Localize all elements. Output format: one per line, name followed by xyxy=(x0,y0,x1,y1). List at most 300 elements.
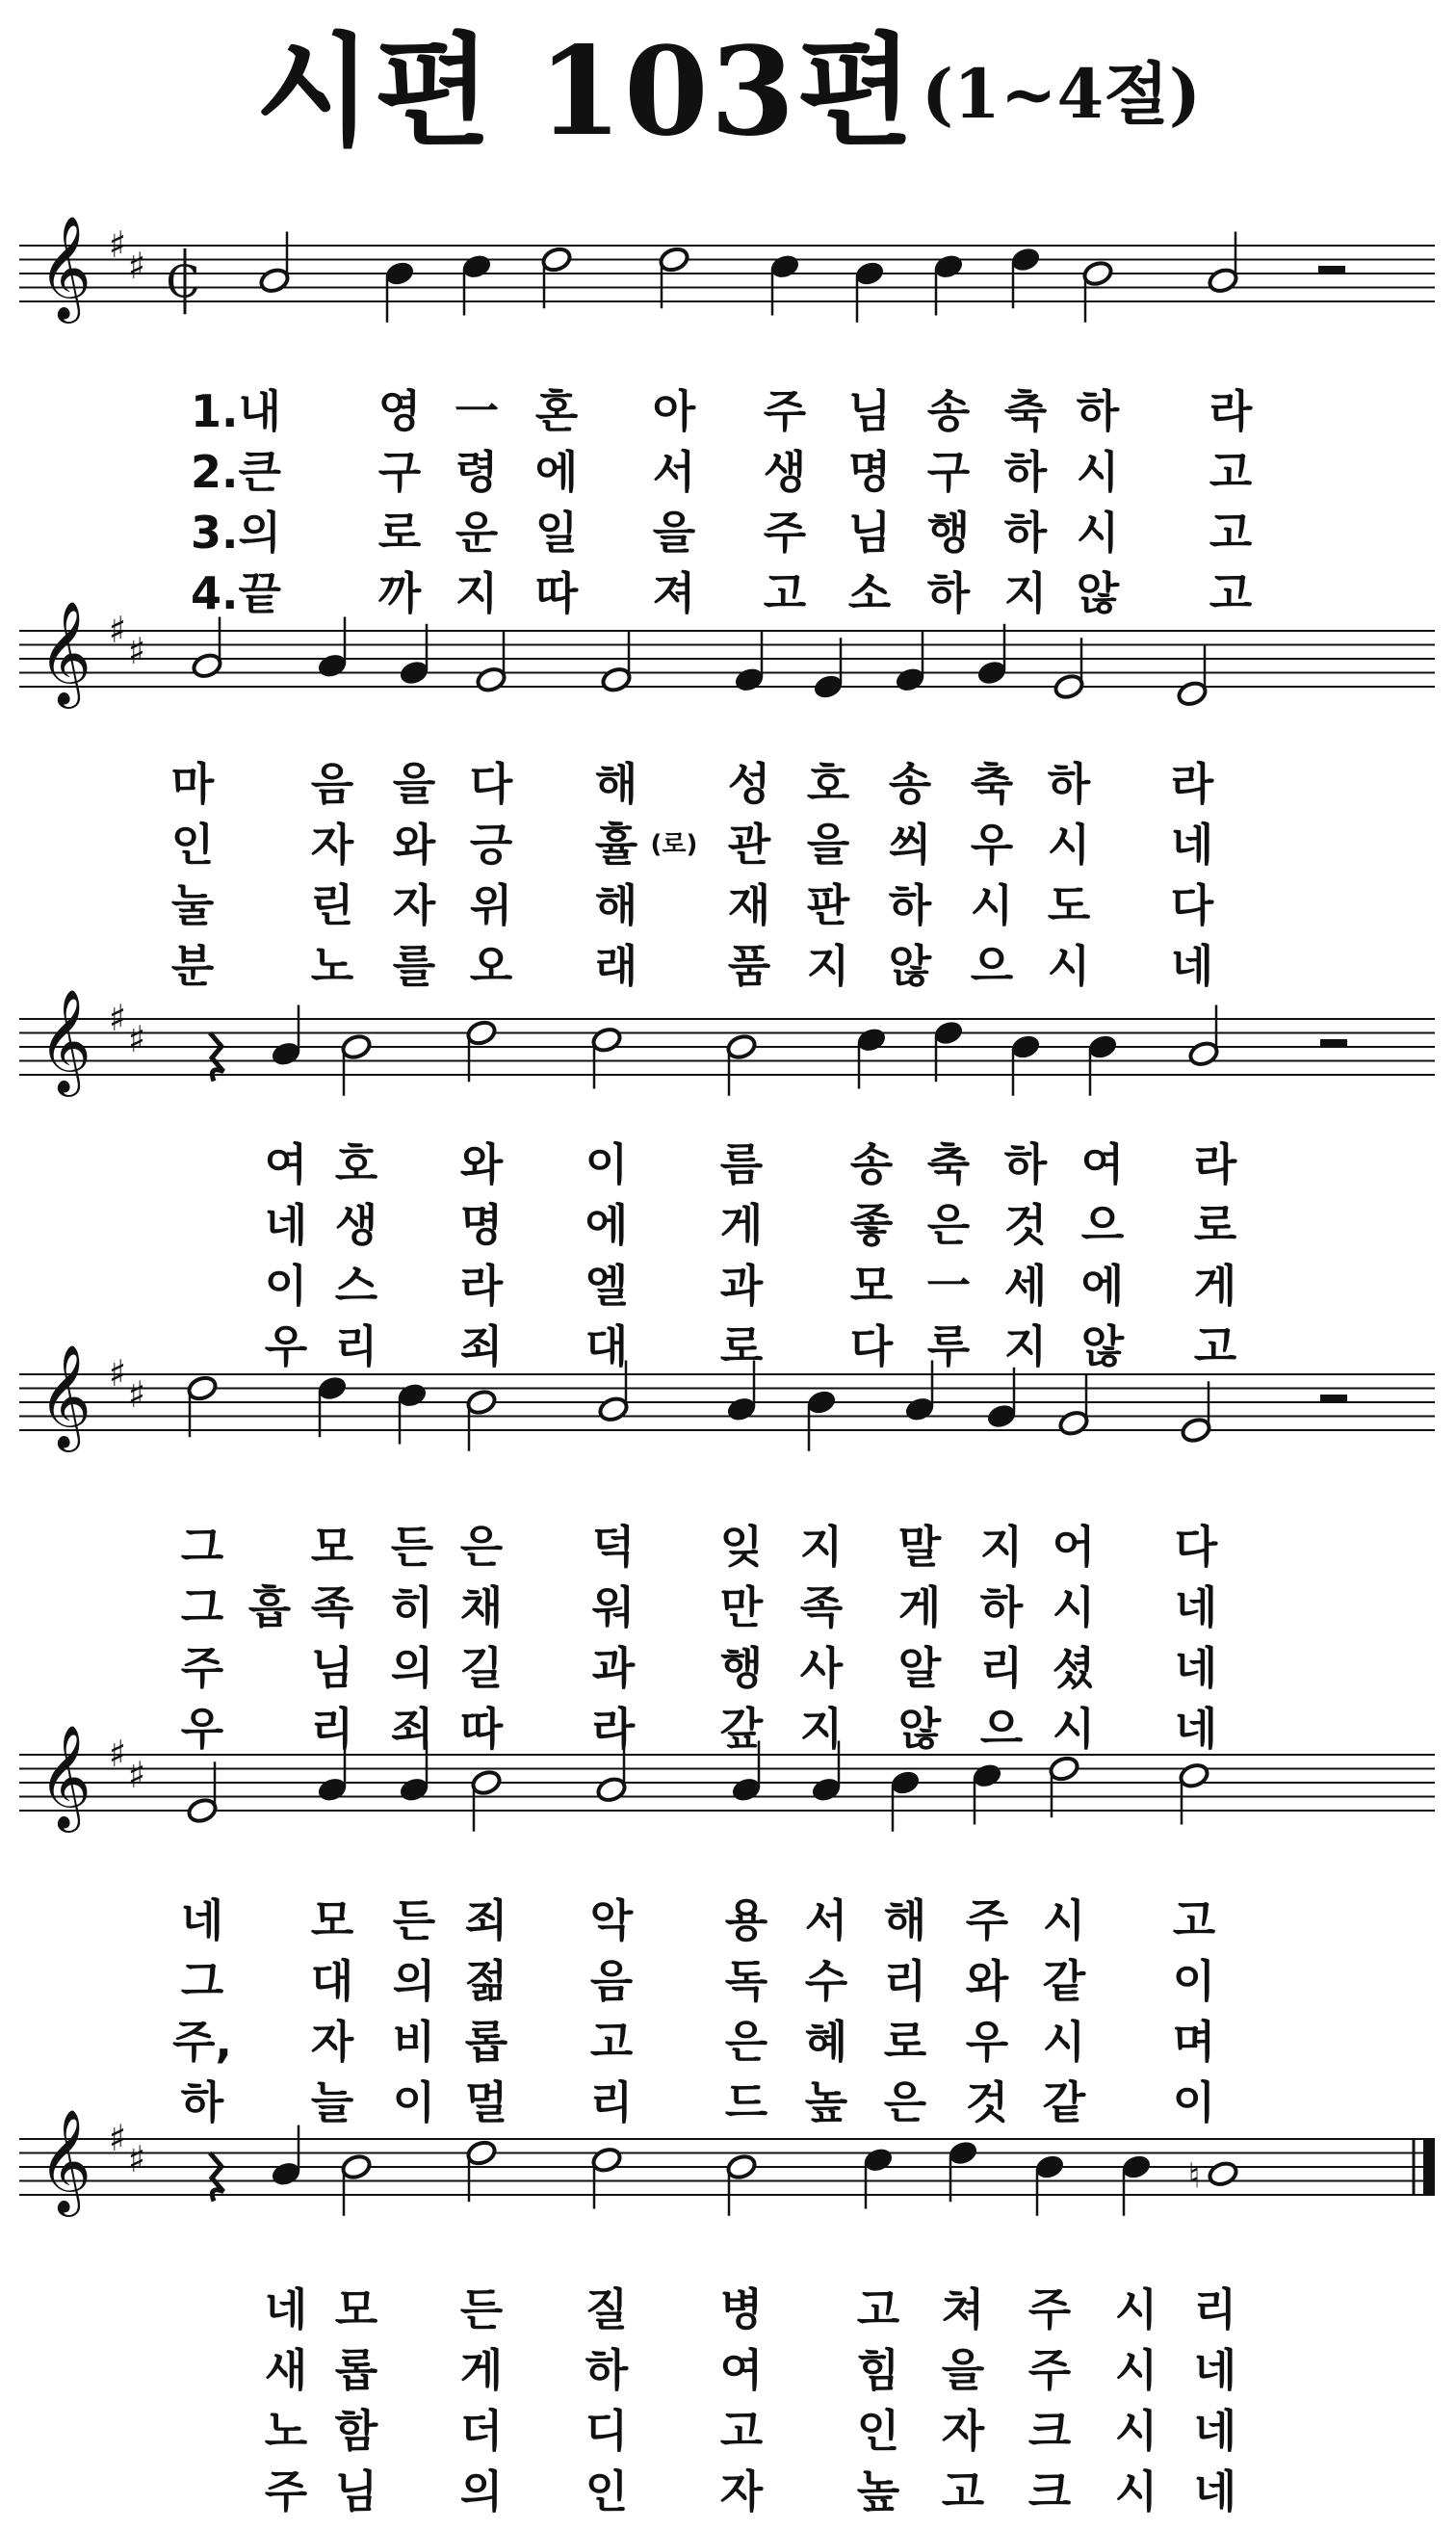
lyric-syllable: 시 xyxy=(1114,2465,1158,2517)
notehead xyxy=(316,1374,348,1402)
lyric-syllable: 명 xyxy=(847,446,892,498)
notehead xyxy=(465,2139,497,2167)
sharp-sign: ♯ xyxy=(108,223,127,266)
notehead xyxy=(730,1776,762,1804)
lyric-syllable: 잊 xyxy=(719,1521,764,1573)
lyric-syllable: 생 xyxy=(334,1199,378,1251)
lyrics-system-1 xyxy=(191,385,1253,619)
quarter-note xyxy=(975,624,1007,687)
lyric-syllable: 으 xyxy=(1080,1199,1125,1251)
lyric-syllable: 위 xyxy=(469,879,513,931)
notehead xyxy=(768,252,800,280)
quarter-note xyxy=(383,259,415,322)
lyric-syllable: 주 xyxy=(965,1894,1009,1946)
lyric-syllable: 네 xyxy=(264,2283,308,2335)
quarter-note xyxy=(985,1368,1017,1430)
notehead xyxy=(1176,680,1208,708)
lyric-syllable: 자 xyxy=(941,2405,985,2457)
lyric-syllable: 을 xyxy=(392,758,436,810)
lyric-syllable: 우 xyxy=(970,819,1014,871)
notehead xyxy=(1207,2160,1238,2188)
lyric-syllable: 지 xyxy=(799,1521,844,1573)
lyric-syllable: 않 xyxy=(888,940,932,992)
lyric-syllable: 인 xyxy=(170,819,215,871)
lyric-syllable: 은 xyxy=(724,2016,768,2068)
notehead xyxy=(733,665,765,693)
half-note xyxy=(465,1019,497,1082)
notehead xyxy=(465,1019,497,1047)
lyric-syllable: 우 xyxy=(180,1703,224,1755)
half-note xyxy=(465,1388,497,1450)
lyric-syllable: 하 xyxy=(926,567,971,619)
notehead xyxy=(340,2152,372,2180)
lyric-syllable: 송 xyxy=(926,385,971,437)
lyric-syllable: 님 xyxy=(847,385,892,437)
lyric-syllable: 구 xyxy=(926,446,971,498)
lyric-syllable: 운 xyxy=(455,507,499,559)
lyric-syllable: 주 xyxy=(763,507,807,559)
notehead xyxy=(725,1032,757,1060)
lyric-syllable: 독 xyxy=(724,1955,768,2007)
lyric-syllable: 긍 xyxy=(469,819,513,871)
lyric-syllable: 시 xyxy=(1042,1894,1086,1946)
lyric-syllable: 알 xyxy=(897,1642,942,1694)
lyric-syllable: 시 xyxy=(1052,1703,1096,1755)
lyric-syllable: 와 xyxy=(392,819,436,871)
notehead xyxy=(855,1026,887,1054)
notehead xyxy=(889,1768,921,1796)
lyric-syllable: 4.끝 xyxy=(191,567,281,619)
lyric-syllable: 하 xyxy=(1003,1138,1048,1190)
lyric-syllable: 에 xyxy=(534,446,579,498)
treble-clef: 𝄞 xyxy=(39,1343,91,1448)
lyric-syllable: 자 xyxy=(310,819,354,871)
lyric-syllable: 하 xyxy=(888,879,932,931)
lyric-syllable: 든 xyxy=(459,2283,504,2335)
lyric-syllable: 一 xyxy=(926,1260,971,1312)
lyric-syllable: 따 xyxy=(459,1703,504,1755)
lyric-syllable: 이 xyxy=(264,1260,308,1312)
quarter-note xyxy=(894,631,925,693)
notehead xyxy=(270,2160,301,2188)
lyric-syllable: 은 xyxy=(883,2076,927,2128)
lyric-syllable: 을 xyxy=(806,819,850,871)
half-note xyxy=(186,1761,218,1824)
lyric-syllable: 지 xyxy=(799,1703,844,1755)
lyric-syllable: 같 xyxy=(1042,1955,1086,2007)
quarter-note xyxy=(733,631,765,693)
notehead xyxy=(1009,1032,1041,1060)
lyric-syllable: 1.내 xyxy=(191,385,281,437)
lyric-syllable: 재 xyxy=(727,879,771,931)
lyric-syllable: 높 xyxy=(856,2465,900,2517)
lyric-syllable: 래 xyxy=(594,940,638,992)
lyric-syllable: 수 xyxy=(804,1955,848,2007)
lyric-syllable: 음 xyxy=(589,1955,634,2007)
half-note xyxy=(465,2139,497,2202)
lyric-syllable: 그 xyxy=(180,1521,224,1573)
lyric-syllable: 모 xyxy=(310,1521,354,1573)
lyric-syllable: 으 xyxy=(979,1703,1024,1755)
half-rest xyxy=(1320,1395,1347,1402)
notehead xyxy=(460,252,492,280)
lyric-syllable: 시 xyxy=(970,879,1014,931)
final-barline-thick xyxy=(1423,2139,1435,2195)
lyric-syllable: 모 xyxy=(310,1894,354,1946)
lyric-syllable: 2.큰 xyxy=(191,446,281,498)
lyric-syllable: 시 xyxy=(1047,819,1091,871)
lyric-syllable: 를 xyxy=(392,940,436,992)
notehead xyxy=(812,672,844,700)
sharp-sign: ♯ xyxy=(108,2117,127,2159)
lyric-syllable: 아 xyxy=(652,385,696,437)
lyric-syllable: 행 xyxy=(926,507,971,559)
lyric-syllable: 리 xyxy=(883,1955,927,2007)
sharp-sign: ♯ xyxy=(108,609,127,651)
lyric-syllable: 씌 xyxy=(888,819,932,871)
notehead xyxy=(853,259,885,287)
lyric-syllable: 리 xyxy=(1193,2283,1237,2335)
notehead xyxy=(316,1776,348,1804)
half-note xyxy=(475,631,507,693)
lyric-syllable: 은 xyxy=(926,1199,971,1251)
lyric-syllable: 과 xyxy=(719,1260,764,1312)
lyric-syllable: 크 xyxy=(1027,2405,1072,2457)
quarter-note xyxy=(270,2126,301,2188)
lyric-syllable: 만 xyxy=(719,1581,764,1633)
lyric-syllable: 어 xyxy=(1052,1521,1096,1573)
lyric-syllable: 게 xyxy=(719,1199,764,1251)
lyric-syllable: 휼 xyxy=(594,819,638,871)
lyric-syllable: 노 xyxy=(264,2405,308,2457)
notehead xyxy=(540,246,572,274)
lyric-syllable: 一 xyxy=(455,385,499,437)
lyric-syllable: 따 xyxy=(534,567,579,619)
notehead xyxy=(862,2146,894,2174)
notehead xyxy=(270,1040,301,1068)
lyric-syllable: 라 xyxy=(459,1260,504,1312)
lyric-syllable: 않 xyxy=(897,1703,942,1755)
lyric-syllable: 품 xyxy=(727,940,771,992)
half-note xyxy=(186,1374,218,1437)
sharp-sign: ♯ xyxy=(108,997,127,1039)
notehead xyxy=(805,1388,837,1416)
lyric-syllable: 로 xyxy=(377,507,422,559)
lyric-syllable: 하 xyxy=(1076,385,1120,437)
lyric-syllable: 게 xyxy=(897,1581,942,1633)
lyric-syllable: 과 xyxy=(591,1642,636,1694)
lyric-syllable: 행 xyxy=(719,1642,764,1694)
half-note xyxy=(590,2146,622,2208)
lyric-syllable: 쳐 xyxy=(941,2283,985,2335)
notehead xyxy=(932,252,964,280)
lyric-syllable: 족 xyxy=(310,1581,354,1633)
lyric-syllable: 사 xyxy=(799,1642,844,1694)
notehead xyxy=(186,1796,218,1824)
lyric-syllable: 네 xyxy=(1174,1642,1218,1694)
lyrics-system-4 xyxy=(181,1521,1218,1755)
lyric-syllable: 롭 xyxy=(334,2344,378,2396)
treble-clef: 𝄞 xyxy=(39,2108,91,2212)
notehead xyxy=(590,1026,622,1054)
quarter-note xyxy=(768,252,800,315)
lyric-syllable: 시 xyxy=(1076,507,1120,559)
lyric-syllable: 며 xyxy=(1172,2016,1216,2068)
lyric-syllable: 우 xyxy=(965,2016,1009,2068)
lyric-syllable: 늘 xyxy=(310,2076,354,2128)
lyric-syllable: 관 xyxy=(727,819,771,871)
lyric-syllable: 드 xyxy=(724,2076,768,2128)
quarter-note xyxy=(316,617,348,680)
notehead xyxy=(475,665,507,693)
lyric-syllable: 을 xyxy=(941,2344,985,2396)
quarter-note xyxy=(812,638,844,700)
lyric-syllable: 라 xyxy=(1193,1138,1237,1190)
lyric-syllable: 로 xyxy=(883,2016,927,2068)
notehead xyxy=(191,652,222,680)
lyrics-system-5 xyxy=(172,1894,1216,2128)
lyric-syllable: 족 xyxy=(799,1581,844,1633)
quarter-note xyxy=(971,1761,1002,1824)
lyric-syllable: 용 xyxy=(724,1894,768,1946)
lyric-syllable: 질 xyxy=(585,2283,629,2335)
lyric-syllable: 에 xyxy=(585,1199,629,1251)
notehead xyxy=(947,2139,978,2167)
half-note xyxy=(340,2152,372,2215)
lyric-syllable: 해 xyxy=(594,758,638,810)
lyric-syllable: 3.의 xyxy=(191,507,281,559)
lyric-syllable: 해 xyxy=(594,879,638,931)
lyric-syllable: 고 xyxy=(941,2465,985,2517)
quarter-note xyxy=(1009,1032,1041,1095)
lyric-syllable: 흡 xyxy=(247,1581,292,1633)
notehead xyxy=(975,659,1007,687)
lyric-syllable: 시 xyxy=(1076,446,1120,498)
lyric-syllable: 그 xyxy=(180,1955,224,2007)
sharp-sign: ♯ xyxy=(108,1733,127,1775)
lyric-syllable: 에 xyxy=(1080,1260,1125,1312)
half-rest xyxy=(1318,266,1345,274)
lyric-syllable: 죄 xyxy=(390,1703,434,1755)
lyric-syllable: 멀 xyxy=(464,2076,508,2128)
lyric-syllable: 이 xyxy=(1172,1955,1216,2007)
quarter-note xyxy=(1033,2152,1065,2215)
half-note xyxy=(470,1768,502,1831)
notehead xyxy=(186,1374,218,1402)
lyric-syllable: 리 xyxy=(979,1642,1024,1694)
lyric-syllable: 령 xyxy=(455,446,499,498)
lyric-syllable: 게 xyxy=(1193,1260,1237,1312)
staff-system-1 xyxy=(19,215,1435,324)
notehead xyxy=(398,659,429,687)
lyric-syllable: 하 xyxy=(1003,446,1048,498)
treble-clef: 𝄞 xyxy=(39,988,91,1092)
lyric-syllable: 악 xyxy=(589,1894,634,1946)
notehead xyxy=(1081,259,1113,287)
lyric-syllable: 죄 xyxy=(459,1320,504,1372)
notehead xyxy=(600,665,632,693)
lyric-syllable: 생 xyxy=(763,446,807,498)
lyric-syllable: 소 xyxy=(847,567,892,619)
notehead xyxy=(465,1388,497,1416)
natural-sign: ♮ xyxy=(1187,2156,1201,2197)
lyric-syllable: 힘 xyxy=(856,2344,900,2396)
lyric-syllable: 세 xyxy=(1003,1260,1048,1312)
sharp-sign: ♯ xyxy=(127,1753,146,1796)
lyric-syllable: 대 xyxy=(310,1955,354,2007)
sharp-sign: ♯ xyxy=(108,1352,127,1395)
notehead xyxy=(1180,1416,1211,1444)
lyric-syllable: 더 xyxy=(459,2405,504,2457)
notehead xyxy=(1178,1761,1209,1789)
lyric-syllable: 것 xyxy=(965,2076,1009,2128)
lyric-syllable: 노 xyxy=(310,940,354,992)
lyric-syllable: 이 xyxy=(1172,2076,1216,2128)
quarter-note xyxy=(1120,2152,1152,2215)
treble-clef: 𝄞 xyxy=(39,600,91,704)
sharp-sign: ♯ xyxy=(127,1372,146,1416)
lyric-syllable: 오 xyxy=(469,940,513,992)
lyric-syllable: 다 xyxy=(849,1320,894,1372)
lyric-syllable: 주 xyxy=(264,2465,308,2517)
notehead xyxy=(1033,2152,1065,2180)
lyric-syllable: 름 xyxy=(719,1138,764,1190)
lyric-syllable: 네 xyxy=(1193,2465,1237,2517)
lyric-syllable: 자 xyxy=(392,879,436,931)
notehead xyxy=(1120,2152,1152,2180)
half-note xyxy=(600,631,632,693)
lyrics-system-2 xyxy=(171,758,1214,992)
half-note xyxy=(658,246,689,308)
half-note xyxy=(1048,1755,1079,1817)
lyric-syllable: 의 xyxy=(392,1955,436,2007)
half-note xyxy=(191,617,222,680)
lyric-syllable: 라 xyxy=(1170,758,1214,810)
lyric-syllable: 이 xyxy=(392,2076,436,2128)
lyric-syllable: 비 xyxy=(392,2016,436,2068)
treble-clef: 𝄞 xyxy=(39,215,91,319)
cut-time-signature: C xyxy=(166,255,200,308)
lyric-syllable: 와 xyxy=(965,1955,1009,2007)
lyric-syllable: 은 xyxy=(459,1521,504,1573)
half-note xyxy=(1180,1381,1211,1444)
lyric-syllable: 지 xyxy=(1003,1320,1048,1372)
half-note xyxy=(1053,638,1084,700)
lyric-syllable: 네 xyxy=(1174,1581,1218,1633)
notehead xyxy=(258,267,290,295)
lyric-syllable: 시 xyxy=(1114,2283,1158,2335)
lyric-syllable: 네 xyxy=(1193,2405,1237,2457)
lyric-syllable: 의 xyxy=(459,2465,504,2517)
lyric-syllable: 않 xyxy=(1076,567,1120,619)
lyric-syllable: 서 xyxy=(804,1894,848,1946)
lyric-syllable: 주 xyxy=(1027,2344,1072,2396)
lyric-syllable: 님 xyxy=(334,2465,378,2517)
lyric-syllable: 고 xyxy=(763,567,807,619)
treble-clef: 𝄞 xyxy=(39,1724,91,1828)
lyric-annotation: (로) xyxy=(650,830,698,859)
lyric-syllable: 인 xyxy=(585,2465,629,2517)
half-note xyxy=(590,1026,622,1088)
lyric-syllable: 루 xyxy=(926,1320,971,1372)
lyric-syllable: 지 xyxy=(979,1521,1024,1573)
sharp-sign: ♯ xyxy=(127,244,146,287)
lyric-syllable: 다 xyxy=(1174,1521,1218,1573)
notehead xyxy=(894,665,925,693)
lyric-syllable: 스 xyxy=(334,1260,378,1312)
lyric-syllable: 의 xyxy=(390,1642,434,1694)
notehead xyxy=(590,2146,622,2174)
lyric-syllable: 음 xyxy=(310,758,354,810)
lyric-syllable: 자 xyxy=(719,2465,764,2517)
lyric-syllable: 시 xyxy=(1042,2016,1086,2068)
quarter-note xyxy=(853,259,885,322)
quarter-note xyxy=(1009,246,1041,308)
lyric-syllable: 주 xyxy=(763,385,807,437)
notehead xyxy=(595,1776,627,1804)
lyric-syllable: 말 xyxy=(897,1521,942,1573)
lyric-syllable: 채 xyxy=(459,1581,504,1633)
lyric-syllable: 지 xyxy=(1003,567,1048,619)
quarter-note xyxy=(396,1381,428,1444)
half-note xyxy=(540,246,572,308)
lyric-syllable: 로 xyxy=(719,1320,764,1372)
lyric-syllable: 게 xyxy=(459,2344,504,2396)
lyric-syllable: 갚 xyxy=(719,1703,764,1755)
lyric-syllable: 그 xyxy=(180,1581,224,1633)
lyric-syllable: 시 xyxy=(1052,1581,1096,1633)
notehead xyxy=(985,1402,1017,1430)
lyric-syllable: 고 xyxy=(856,2283,900,2335)
lyric-syllable: 혼 xyxy=(534,385,579,437)
lyric-syllable: 와 xyxy=(459,1138,504,1190)
lyric-syllable: 셨 xyxy=(1052,1642,1096,1694)
notehead xyxy=(470,1768,502,1796)
lyric-syllable: 길 xyxy=(459,1642,504,1694)
half-note xyxy=(1187,1005,1219,1068)
lyric-syllable: 구 xyxy=(377,446,422,498)
lyric-syllable: 송 xyxy=(849,1138,894,1190)
lyric-syllable: 져 xyxy=(652,567,696,619)
lyric-syllable: 든 xyxy=(392,1894,436,1946)
lyric-syllable: 도 xyxy=(1047,879,1091,931)
notehead xyxy=(398,1776,429,1804)
half-rest xyxy=(1320,1039,1347,1047)
lyric-syllable: 네 xyxy=(1170,940,1214,992)
lyric-syllable: 일 xyxy=(534,507,579,559)
quarter-note xyxy=(1086,1032,1118,1095)
lyrics-system-6 xyxy=(265,2283,1236,2517)
quarter-note xyxy=(947,2139,978,2202)
lyric-syllable: 대 xyxy=(585,1320,629,1372)
lyric-syllable: 판 xyxy=(806,879,850,931)
lyric-syllable: 롭 xyxy=(464,2016,508,2068)
lyric-syllable: 리 xyxy=(334,1320,378,1372)
quarter-note xyxy=(932,252,964,315)
lyric-syllable: 네 xyxy=(1193,2344,1237,2396)
lyric-syllable: 같 xyxy=(1042,2076,1086,2128)
lyric-syllable: 높 xyxy=(804,2076,848,2128)
lyric-syllable: 까 xyxy=(377,567,422,619)
lyric-syllable: 마 xyxy=(170,758,215,810)
lyric-syllable: 분 xyxy=(170,940,215,992)
notehead xyxy=(1207,267,1238,295)
lyric-syllable: 시 xyxy=(1114,2344,1158,2396)
lyric-syllable: 지 xyxy=(806,940,850,992)
lyric-syllable: 리 xyxy=(589,2076,634,2128)
lyric-syllable: 축 xyxy=(970,758,1014,810)
lyric-syllable: 고 xyxy=(719,2405,764,2457)
